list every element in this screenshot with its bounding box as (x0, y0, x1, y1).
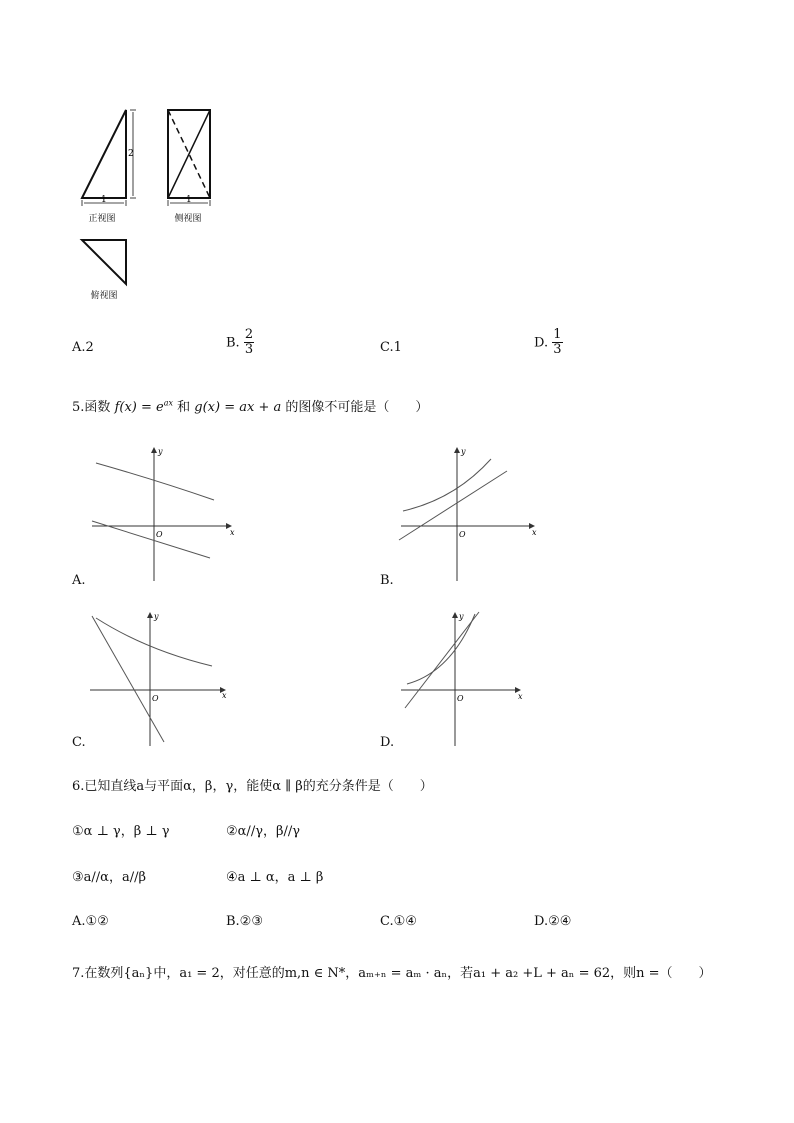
q4-option-c: C.1 (380, 340, 402, 355)
axis-x-label: x (518, 692, 523, 701)
curve-exp (96, 618, 212, 666)
q6-option-d: D.②④ (534, 914, 572, 929)
origin-label: O (156, 530, 163, 539)
axis-x-label: x (532, 528, 537, 537)
origin-label: O (457, 694, 464, 703)
q6-condition-4: ④a ⊥ α，a ⊥ β (226, 870, 324, 885)
q6-option-c: C.①④ (380, 914, 417, 929)
q5-graph-c (86, 610, 246, 750)
axis-y-label: y (459, 612, 464, 621)
axis-y-label: y (461, 447, 466, 456)
axis-y-label: y (154, 612, 159, 621)
q6-condition-2: ②α//γ，β//γ (226, 824, 301, 839)
q5-graph-a (86, 445, 246, 585)
curve-exp (407, 614, 475, 684)
q5-graph-d (395, 610, 555, 750)
q6-option-a: A.①② (72, 914, 109, 929)
side-view-caption: 侧视图 (174, 214, 202, 224)
q6-option-b: B.②③ (226, 914, 263, 929)
front-view-caption: 正视图 (88, 214, 116, 224)
q5-label-a: A. (72, 573, 86, 588)
line-linear (405, 612, 479, 708)
q6-condition-3: ③a//α，a//β (72, 870, 146, 885)
front-height-label: 2 (128, 149, 134, 159)
front-width-label: 1 (101, 195, 107, 205)
line-linear (92, 616, 164, 742)
side-width-label: 1 (186, 195, 192, 205)
three-view-figure (70, 100, 250, 310)
top-view-triangle (82, 240, 126, 284)
q4-option-d: D. $\frac{1}{3}$ (534, 327, 562, 358)
q4-option-a: A.2 (72, 340, 94, 355)
q5-graph-b (395, 445, 555, 585)
top-view-caption: 俯视图 (90, 291, 118, 301)
axis-x-label: x (230, 528, 235, 537)
line-linear (92, 521, 210, 558)
front-view-triangle (82, 110, 126, 198)
curve-exp (96, 463, 214, 500)
curve-exp (403, 459, 491, 511)
axis-y-label: y (158, 447, 163, 456)
q6-condition-1: ①α ⊥ γ，β ⊥ γ (72, 824, 170, 839)
axis-x-label: x (222, 691, 227, 700)
q5-stem: 5.函数 $f(x) = e^{ax}$ 和 g(x) = ax + a 的图像不可能是（ ） (72, 398, 429, 415)
q6-stem: 6.已知直线a与平面α，β，γ，能使α ∥ β的充分条件是（ ） (72, 779, 433, 794)
q5-label-b: B. (380, 573, 394, 588)
origin-label: O (152, 694, 159, 703)
q7-stem: 7.在数列{aₙ}中，a₁ = 2，对任意的m,n ∈ N*，aₘ₊ₙ = aₘ · aₙ，若a₁ + a₂ +L + aₙ = 62，则n =（ ） (72, 966, 712, 981)
q5-label-d: D. (380, 735, 395, 750)
line-linear (399, 471, 507, 540)
origin-label: O (459, 530, 466, 539)
q5-label-c: C. (72, 735, 86, 750)
q4-option-b: B. $\frac{2}{3}$ (226, 327, 254, 358)
